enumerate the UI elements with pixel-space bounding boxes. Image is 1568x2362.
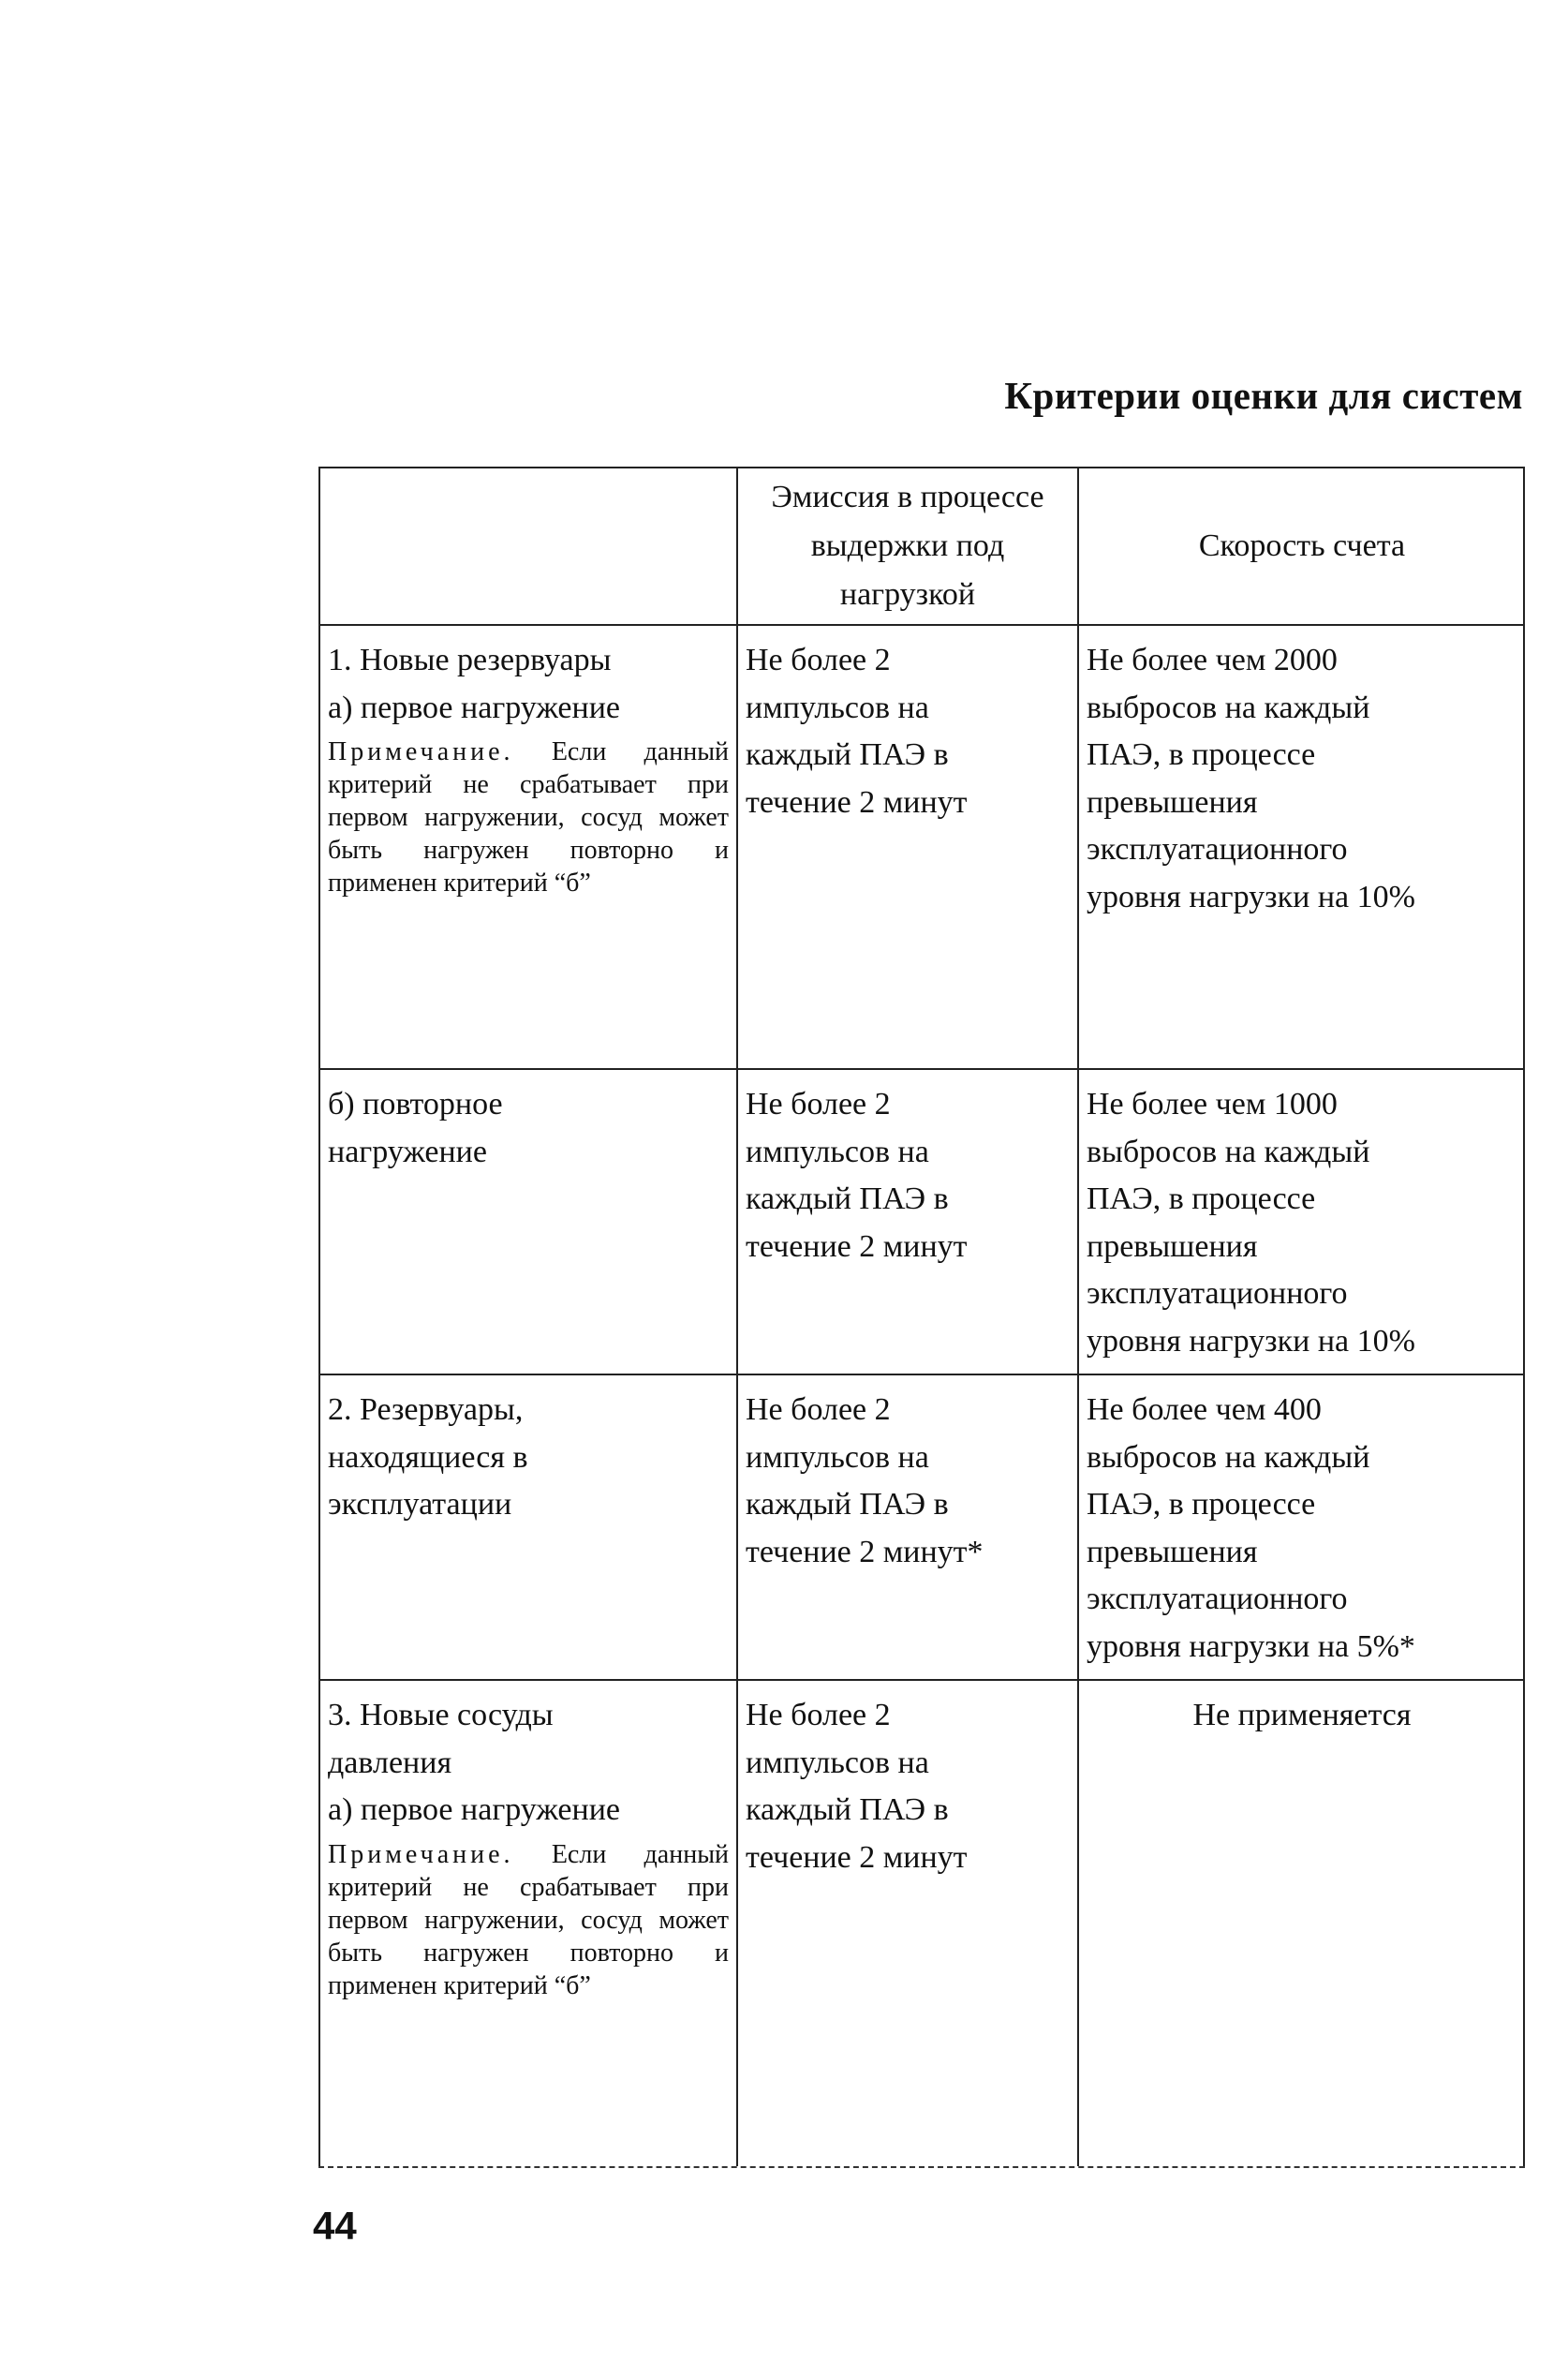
row-3-emission [738,1375,1077,1679]
row-3-emission-text: Не более 2 импульсов на каждый ПАЭ в течение 2 минут* [746,1392,984,1569]
table-bottom-border [318,2166,1525,2168]
row-2-rate-text: Не более чем 1000 выбросов на каждый ПАЭ, в процессе превышения эксплуатационного уровня нагрузки на 10% [1087,1087,1415,1359]
row-3-criterion [320,1375,736,1679]
row-2-criterion [320,1070,736,1374]
row-1-emission [738,626,1077,1068]
row-1-rate-text: Не более чем 2000 выбросов на каждый ПАЭ, в процессе превышения эксплуатационного уровня нагрузки на 10% [1087,643,1415,914]
row-1-criterion [320,626,736,1068]
page-title: Критерии оценки для систем [1004,374,1523,417]
row-2-emission-text: Не более 2 импульсов на каждый ПАЭ в течение 2 минут [746,1087,968,1264]
row-4-count-rate [1079,1681,1525,2168]
header-cell-emission: Эмиссия в процессе выдержки под нагрузкой [771,480,1044,612]
row-4-criterion [320,1681,736,2168]
criteria-table [318,467,1525,2166]
row-1-emission-text: Не более 2 импульсов на каждый ПАЭ в течение 2 минут [746,643,968,820]
row-3-count-rate [1079,1375,1525,1679]
row-4-emission-text: Не более 2 импульсов на каждый ПАЭ в течение 2 минут [746,1698,968,1875]
header-cell-count-rate: Скорость счета [1198,528,1406,563]
row-3-label: 2. Резервуары, находящиеся в эксплуатации [328,1392,528,1522]
row-3-rate-text: Не более чем 400 выбросов на каждый ПАЭ, в процессе превышения эксплуатационного уровня нагрузки на 5%* [1087,1392,1415,1664]
row-1-count-rate [1079,626,1525,1068]
row-2-label: б) повторное нагружение [328,1087,503,1169]
row-4-emission [738,1681,1077,2168]
row-1-note [328,735,729,899]
row-1-label: 1. Новые резервуары а) первое нагружение [328,643,620,725]
row-4-note-label: Примечание. [328,1839,514,1869]
page-number: 44 [313,2204,357,2248]
row-4-label: 3. Новые сосуды давления а) первое нагружение [328,1698,620,1827]
header-cell-empty [320,468,736,624]
row-1-note-text: Если данный критерий не срабатывает при первом нагружении, сосуд может быть нагружен повторно и применен критерий “б” [328,737,729,898]
row-1-note-label: Примечание. [328,737,514,766]
row-2-count-rate [1079,1070,1525,1374]
row-2-emission [738,1070,1077,1374]
row-4-note [328,1838,729,2002]
row-4-rate-text: Не применяется [1192,1698,1412,1732]
row-4-note-text: Если данный критерий не срабатывает при первом нагружении, сосуд может быть нагружен повторно и применен критерий “б” [328,1839,729,2000]
